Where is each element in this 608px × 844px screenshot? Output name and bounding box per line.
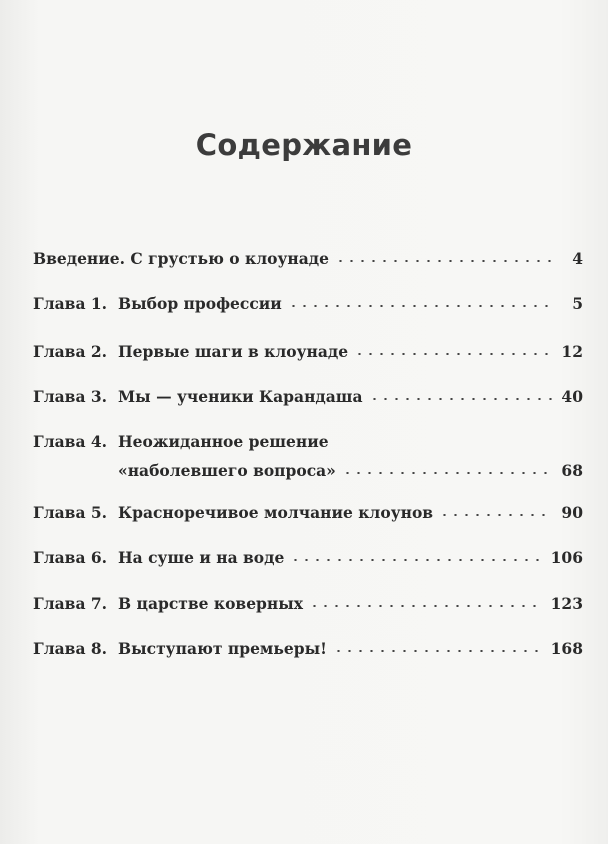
- toc-entry-chapter-3: [33, 382, 583, 406]
- chapter-number: Глава 7.: [33, 594, 108, 613]
- chapter-number: Глава 1.: [33, 294, 108, 313]
- toc-entry-text: Введение. С грустью о клоунаде: [33, 249, 329, 268]
- dot-leader: [288, 305, 555, 307]
- chapter-number: Глава 2.: [33, 342, 108, 361]
- dot-leader: [369, 398, 554, 400]
- dot-leader: [354, 353, 553, 355]
- toc-entry-chapter-1: [33, 289, 583, 313]
- toc-entry-chapter-8: [33, 634, 583, 658]
- toc-entry-text: На суше и на воде: [118, 548, 285, 567]
- toc-entry-chapter-6: [33, 543, 583, 567]
- dot-leader: [333, 650, 543, 652]
- chapter-number: Глава 6.: [33, 548, 108, 567]
- dot-leader: [439, 514, 553, 516]
- toc-page-number: 40: [561, 387, 583, 406]
- toc-page-number: 106: [550, 548, 583, 567]
- toc-entry-text-line1: Неожиданное решение: [118, 432, 329, 451]
- dot-leader: [335, 260, 555, 262]
- toc-page-number: 90: [561, 503, 583, 522]
- page-title: Содержание: [195, 128, 413, 162]
- chapter-number: Глава 3.: [33, 387, 108, 406]
- toc-entry-text: В царстве коверных: [118, 594, 304, 613]
- toc-entry-chapter-7: [33, 589, 583, 613]
- toc-page-number: 12: [561, 342, 583, 361]
- toc-entry-intro: [33, 244, 583, 268]
- toc-entry-chapter-4: [33, 432, 583, 480]
- toc-entry-text: Выступают премьеры!: [118, 639, 327, 658]
- dot-leader: [290, 559, 542, 561]
- chapter-number: Глава 8.: [33, 639, 108, 658]
- dot-leader: [309, 605, 543, 607]
- toc-page-number: 123: [550, 594, 583, 613]
- toc-entry-text: Красноречивое молчание клоунов: [118, 503, 434, 522]
- toc-page-number: 68: [561, 461, 583, 480]
- chapter-number: Глава 4.: [33, 432, 108, 451]
- toc-entry-text: Мы — ученики Карандаша: [118, 387, 363, 406]
- chapter-number: Глава 5.: [33, 503, 108, 522]
- toc-entry-text: Первые шаги в клоунаде: [118, 342, 349, 361]
- toc-entry-text: Выбор профессии: [118, 294, 282, 313]
- toc-page-number: 168: [550, 639, 583, 658]
- toc-entry-chapter-5: [33, 498, 583, 522]
- toc-entry-text: «наболевшего вопроса»: [118, 461, 336, 480]
- toc-entry-chapter-2: [33, 337, 583, 361]
- toc-page-number: 4: [572, 249, 583, 268]
- dot-leader: [342, 472, 554, 474]
- toc-page-number: 5: [572, 294, 583, 313]
